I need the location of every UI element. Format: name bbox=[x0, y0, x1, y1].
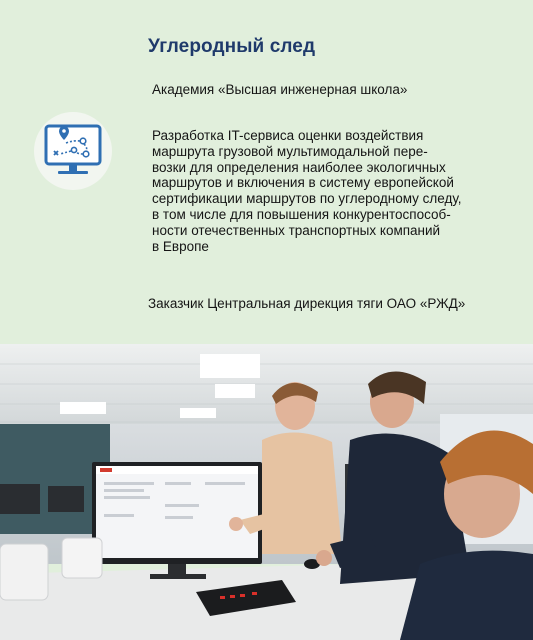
description-line: ности отечественных транспортных компаний bbox=[152, 222, 441, 238]
project-title: Углеродный след bbox=[148, 36, 316, 57]
description-line: возки для определения наиболее экологичных bbox=[152, 159, 446, 175]
description-line: маршрутов и включения в систему европейской bbox=[152, 175, 454, 191]
customer-line: Заказчик Центральная дирекция тяги ОАО «РЖД» bbox=[148, 296, 466, 311]
project-description bbox=[152, 128, 517, 254]
description-line: маршрута грузовой мультимодальной пере- bbox=[152, 143, 428, 159]
description-line: сертификации маршрутов по углеродному следу, bbox=[152, 191, 462, 207]
academy-name: Академия «Высшая инженерная школа» bbox=[152, 82, 408, 97]
description-line: Разработка IT-сервиса оценки воздействия bbox=[152, 128, 424, 143]
route-map-monitor-icon bbox=[34, 112, 112, 190]
students-at-computer-photo bbox=[0, 344, 533, 640]
description-line: в том числе для повышения конкурентоспособ- bbox=[152, 206, 451, 222]
description-line: в Европе bbox=[152, 238, 209, 254]
